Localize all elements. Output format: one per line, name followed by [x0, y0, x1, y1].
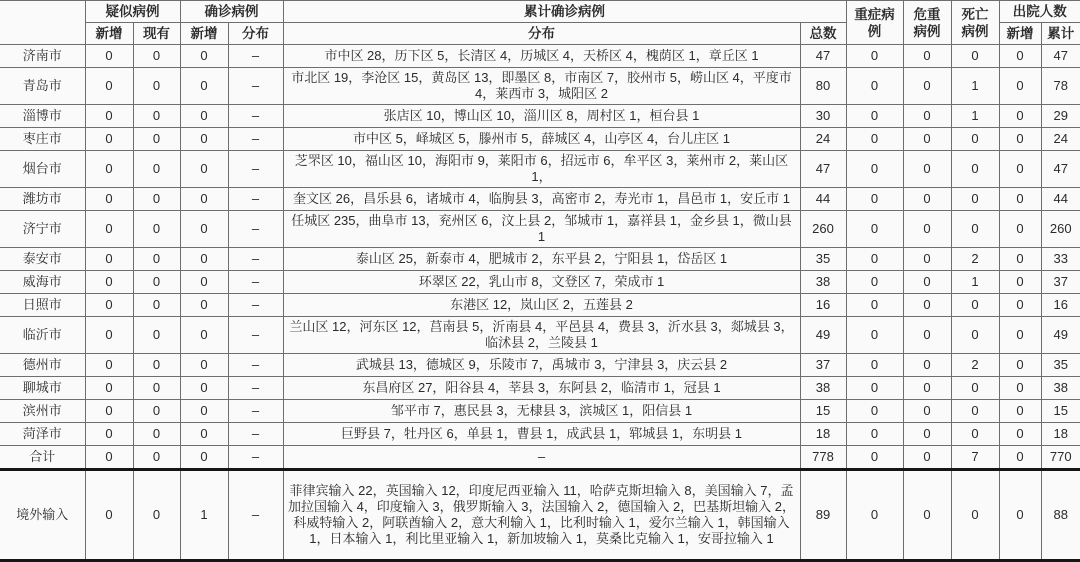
table-row-潍坊市: [0, 188, 1080, 211]
cell-region: 菏泽市: [0, 423, 85, 446]
cell-suspected-new: 0: [85, 400, 133, 423]
cell-cumulative-total: 89: [800, 470, 846, 561]
cell-cumulative-total: 778: [800, 446, 846, 470]
cell-region: 合计: [0, 446, 85, 470]
col-confirmed-dist: 分布: [228, 23, 283, 45]
cell-region: 泰安市: [0, 248, 85, 271]
cell-confirmed-new: 0: [180, 317, 228, 354]
cell-cumulative-dist: 兰山区 12，河东区 12，莒南县 5，沂南县 4，平邑县 4，费县 3，沂水县 3，郯城县 3，临沭县 2，兰陵县 1: [283, 317, 800, 354]
cell-severe-cases: 0: [846, 317, 903, 354]
cell-region: 青岛市: [0, 68, 85, 105]
cell-discharged-total: 770: [1041, 446, 1080, 470]
cell-critical-cases: 0: [903, 470, 951, 561]
cell-severe-cases: 0: [846, 470, 903, 561]
cell-suspected-current: 0: [133, 354, 180, 377]
cell-discharged-new: 0: [999, 377, 1041, 400]
cell-region: 日照市: [0, 294, 85, 317]
col-cumulative-dist: 分布: [283, 23, 800, 45]
table-body: [0, 45, 1080, 561]
col-cumulative-total: 总数: [800, 23, 846, 45]
cell-confirmed-dist: –: [228, 151, 283, 188]
cell-confirmed-dist: –: [228, 294, 283, 317]
cell-confirmed-dist: –: [228, 400, 283, 423]
cell-suspected-current: 0: [133, 271, 180, 294]
cell-severe-cases: 0: [846, 45, 903, 68]
cell-confirmed-dist: –: [228, 317, 283, 354]
cell-confirmed-dist: –: [228, 377, 283, 400]
cell-death-cases: 2: [951, 354, 999, 377]
cell-suspected-new: 0: [85, 105, 133, 128]
col-group-cumulative: 累计确诊病例: [283, 1, 846, 23]
cell-death-cases: 1: [951, 105, 999, 128]
cell-critical-cases: 0: [903, 294, 951, 317]
cell-cumulative-dist: 巨野县 7，牡丹区 6，单县 1，曹县 1，成武县 1，郓城县 1，东明县 1: [283, 423, 800, 446]
table-row-济南市: [0, 45, 1080, 68]
cell-confirmed-new: 0: [180, 151, 228, 188]
cell-discharged-total: 47: [1041, 45, 1080, 68]
col-critical-cases: 危重病例: [903, 1, 951, 45]
cell-confirmed-dist: –: [228, 45, 283, 68]
cell-confirmed-new: 0: [180, 211, 228, 248]
cell-region: 境外输入: [0, 470, 85, 561]
cell-cumulative-dist: 泰山区 25，新泰市 4，肥城市 2，东平县 2，宁阳县 1，岱岳区 1: [283, 248, 800, 271]
cell-confirmed-dist: –: [228, 470, 283, 561]
col-discharged-total: 累计: [1041, 23, 1080, 45]
cell-cumulative-total: 47: [800, 151, 846, 188]
col-discharged-new: 新增: [999, 23, 1041, 45]
cell-confirmed-new: 0: [180, 105, 228, 128]
cell-confirmed-new: 0: [180, 45, 228, 68]
cell-region: 济宁市: [0, 211, 85, 248]
cell-discharged-total: 88: [1041, 470, 1080, 561]
cell-confirmed-new: 0: [180, 294, 228, 317]
cell-death-cases: 0: [951, 211, 999, 248]
cell-confirmed-new: 0: [180, 400, 228, 423]
cell-severe-cases: 0: [846, 294, 903, 317]
cell-discharged-new: 0: [999, 211, 1041, 248]
cell-cumulative-dist: 市中区 28，历下区 5，长清区 4，历城区 4，天桥区 4，槐荫区 1，章丘区 1: [283, 45, 800, 68]
cell-death-cases: 1: [951, 68, 999, 105]
cell-cumulative-total: 35: [800, 248, 846, 271]
cell-confirmed-new: 1: [180, 470, 228, 561]
cell-cumulative-total: 30: [800, 105, 846, 128]
cell-cumulative-total: 18: [800, 423, 846, 446]
col-death-cases: 死亡病例: [951, 1, 999, 45]
cell-suspected-new: 0: [85, 248, 133, 271]
cell-confirmed-new: 0: [180, 68, 228, 105]
cell-region: 烟台市: [0, 151, 85, 188]
table-row-枣庄市: [0, 128, 1080, 151]
cell-discharged-new: 0: [999, 446, 1041, 470]
cell-severe-cases: 0: [846, 188, 903, 211]
table-row-临沂市: [0, 317, 1080, 354]
cell-suspected-current: 0: [133, 317, 180, 354]
cell-cumulative-dist: 菲律宾输入 22，英国输入 12，印度尼西亚输入 11，哈萨克斯坦输入 8，美国输入 7，孟加拉国输入 4，印度输入 3，俄罗斯输入 3，法国输入 2，德国输入 2，巴基斯坦输入 2，科威特输入 2，阿联酋输入 2，意大利输入 1，比利时输入 1，爱尔兰输入 1，韩国输入 1，日本输入 1，利比里亚输入 1，新加坡输入 1，莫桑比克输入 1，安哥拉输入 1: [283, 470, 800, 561]
cell-suspected-current: 0: [133, 211, 180, 248]
cell-region: 淄博市: [0, 105, 85, 128]
cell-suspected-new: 0: [85, 68, 133, 105]
cell-critical-cases: 0: [903, 354, 951, 377]
cell-cumulative-total: 38: [800, 377, 846, 400]
cell-cumulative-dist: 芝罘区 10，福山区 10，海阳市 9，莱阳市 6，招远市 6，牟平区 3，莱州市 2，莱山区 1，: [283, 151, 800, 188]
cell-region: 临沂市: [0, 317, 85, 354]
cell-critical-cases: 0: [903, 423, 951, 446]
cell-cumulative-dist: –: [283, 446, 800, 470]
col-suspected-new: 新增: [85, 23, 133, 45]
cell-critical-cases: 0: [903, 271, 951, 294]
cell-confirmed-new: 0: [180, 128, 228, 151]
cell-cumulative-total: 260: [800, 211, 846, 248]
cell-confirmed-dist: –: [228, 248, 283, 271]
cell-critical-cases: 0: [903, 211, 951, 248]
cell-suspected-new: 0: [85, 377, 133, 400]
cell-discharged-total: 47: [1041, 151, 1080, 188]
cell-critical-cases: 0: [903, 377, 951, 400]
cell-confirmed-dist: –: [228, 354, 283, 377]
cell-discharged-total: 16: [1041, 294, 1080, 317]
cell-discharged-total: 37: [1041, 271, 1080, 294]
cell-discharged-new: 0: [999, 188, 1041, 211]
table-row-合计: [0, 446, 1080, 470]
cell-suspected-new: 0: [85, 45, 133, 68]
col-suspected-current: 现有: [133, 23, 180, 45]
cell-discharged-total: 18: [1041, 423, 1080, 446]
table-row-威海市: [0, 271, 1080, 294]
cell-cumulative-dist: 环翠区 22，乳山市 8，文登区 7，荣成市 1: [283, 271, 800, 294]
cell-confirmed-new: 0: [180, 423, 228, 446]
cell-cumulative-total: 47: [800, 45, 846, 68]
cell-cumulative-dist: 东港区 12，岚山区 2，五莲县 2: [283, 294, 800, 317]
cell-severe-cases: 0: [846, 354, 903, 377]
cell-death-cases: 0: [951, 377, 999, 400]
cell-discharged-total: 260: [1041, 211, 1080, 248]
cell-region: 聊城市: [0, 377, 85, 400]
cell-confirmed-new: 0: [180, 377, 228, 400]
cell-region: 枣庄市: [0, 128, 85, 151]
cell-cumulative-total: 49: [800, 317, 846, 354]
cell-confirmed-new: 0: [180, 354, 228, 377]
cell-discharged-new: 0: [999, 68, 1041, 105]
cell-suspected-current: 0: [133, 45, 180, 68]
cell-cumulative-dist: 市中区 5，峄城区 5，滕州市 5，薛城区 4，山亭区 4，台儿庄区 1: [283, 128, 800, 151]
cell-death-cases: 1: [951, 271, 999, 294]
cell-confirmed-new: 0: [180, 446, 228, 470]
table-row-烟台市: [0, 151, 1080, 188]
cell-critical-cases: 0: [903, 105, 951, 128]
cell-discharged-new: 0: [999, 271, 1041, 294]
table-row-淄博市: [0, 105, 1080, 128]
cell-critical-cases: 0: [903, 151, 951, 188]
table-row-日照市: [0, 294, 1080, 317]
header-row-groups: [0, 1, 1080, 23]
cell-cumulative-total: 44: [800, 188, 846, 211]
cell-severe-cases: 0: [846, 377, 903, 400]
cell-death-cases: 0: [951, 188, 999, 211]
cell-death-cases: 0: [951, 470, 999, 561]
cell-suspected-current: 0: [133, 423, 180, 446]
cell-discharged-new: 0: [999, 248, 1041, 271]
cell-severe-cases: 0: [846, 151, 903, 188]
cell-cumulative-dist: 奎文区 26，昌乐县 6，诸城市 4，临朐县 3，高密市 2，寿光市 1，昌邑市 1，安丘市 1: [283, 188, 800, 211]
cell-critical-cases: 0: [903, 446, 951, 470]
cell-cumulative-total: 15: [800, 400, 846, 423]
cell-suspected-new: 0: [85, 470, 133, 561]
cell-critical-cases: 0: [903, 400, 951, 423]
cell-critical-cases: 0: [903, 68, 951, 105]
cell-discharged-new: 0: [999, 105, 1041, 128]
cell-discharged-new: 0: [999, 400, 1041, 423]
col-group-discharged: 出院人数: [999, 1, 1080, 23]
cell-severe-cases: 0: [846, 68, 903, 105]
cell-suspected-current: 0: [133, 188, 180, 211]
cell-severe-cases: 0: [846, 446, 903, 470]
cell-confirmed-dist: –: [228, 423, 283, 446]
cell-suspected-current: 0: [133, 128, 180, 151]
cell-death-cases: 0: [951, 151, 999, 188]
cell-suspected-new: 0: [85, 354, 133, 377]
cell-cumulative-total: 37: [800, 354, 846, 377]
cell-critical-cases: 0: [903, 248, 951, 271]
cell-confirmed-new: 0: [180, 271, 228, 294]
cell-death-cases: 7: [951, 446, 999, 470]
table-row-济宁市: [0, 211, 1080, 248]
cell-discharged-total: 24: [1041, 128, 1080, 151]
cell-confirmed-new: 0: [180, 188, 228, 211]
cell-suspected-current: 0: [133, 400, 180, 423]
cell-suspected-current: 0: [133, 294, 180, 317]
table-row-聊城市: [0, 377, 1080, 400]
cell-death-cases: 0: [951, 294, 999, 317]
cell-critical-cases: 0: [903, 188, 951, 211]
col-confirmed-new: 新增: [180, 23, 228, 45]
cell-critical-cases: 0: [903, 45, 951, 68]
cell-confirmed-dist: –: [228, 105, 283, 128]
cell-discharged-total: 44: [1041, 188, 1080, 211]
cell-region: 威海市: [0, 271, 85, 294]
cell-cumulative-dist: 张店区 10，博山区 10，淄川区 8，周村区 1，桓台县 1: [283, 105, 800, 128]
col-group-suspected: 疑似病例: [85, 1, 180, 23]
cell-critical-cases: 0: [903, 317, 951, 354]
cell-discharged-total: 78: [1041, 68, 1080, 105]
cell-discharged-total: 15: [1041, 400, 1080, 423]
cell-region: 德州市: [0, 354, 85, 377]
cell-cumulative-dist: 东昌府区 27，阳谷县 4，莘县 3，东阿县 2，临清市 1，冠县 1: [283, 377, 800, 400]
col-group-confirmed: 确诊病例: [180, 1, 283, 23]
cell-severe-cases: 0: [846, 400, 903, 423]
cell-suspected-current: 0: [133, 377, 180, 400]
cell-suspected-new: 0: [85, 128, 133, 151]
cell-region: 潍坊市: [0, 188, 85, 211]
cell-suspected-new: 0: [85, 211, 133, 248]
cell-death-cases: 0: [951, 423, 999, 446]
cell-region: 济南市: [0, 45, 85, 68]
cell-discharged-total: 33: [1041, 248, 1080, 271]
table-row-境外输入: [0, 470, 1080, 561]
cell-cumulative-total: 16: [800, 294, 846, 317]
cell-discharged-total: 35: [1041, 354, 1080, 377]
cell-suspected-new: 0: [85, 151, 133, 188]
cell-confirmed-dist: –: [228, 211, 283, 248]
cell-cumulative-dist: 邹平市 7，惠民县 3，无棣县 3，滨城区 1，阳信县 1: [283, 400, 800, 423]
cell-discharged-new: 0: [999, 294, 1041, 317]
cell-suspected-new: 0: [85, 317, 133, 354]
cell-discharged-new: 0: [999, 151, 1041, 188]
cell-discharged-new: 0: [999, 470, 1041, 561]
cell-severe-cases: 0: [846, 105, 903, 128]
cell-confirmed-dist: –: [228, 68, 283, 105]
cell-severe-cases: 0: [846, 211, 903, 248]
cell-discharged-new: 0: [999, 354, 1041, 377]
table-row-滨州市: [0, 400, 1080, 423]
cell-suspected-current: 0: [133, 470, 180, 561]
corner-cell: [0, 1, 85, 45]
cell-death-cases: 2: [951, 248, 999, 271]
cell-cumulative-total: 38: [800, 271, 846, 294]
cell-cumulative-total: 80: [800, 68, 846, 105]
cell-critical-cases: 0: [903, 128, 951, 151]
cell-discharged-new: 0: [999, 423, 1041, 446]
cell-death-cases: 0: [951, 128, 999, 151]
cell-death-cases: 0: [951, 317, 999, 354]
cell-severe-cases: 0: [846, 248, 903, 271]
cell-suspected-new: 0: [85, 446, 133, 470]
cell-suspected-current: 0: [133, 446, 180, 470]
cell-discharged-total: 29: [1041, 105, 1080, 128]
table-header: [0, 1, 1080, 45]
cell-suspected-new: 0: [85, 271, 133, 294]
cell-suspected-new: 0: [85, 423, 133, 446]
cell-confirmed-dist: –: [228, 188, 283, 211]
cell-suspected-current: 0: [133, 248, 180, 271]
cell-confirmed-dist: –: [228, 446, 283, 470]
cell-cumulative-dist: 任城区 235，曲阜市 13，兖州区 6，汶上县 2，邹城市 1，嘉祥县 1，金乡县 1，微山县 1: [283, 211, 800, 248]
cell-death-cases: 0: [951, 45, 999, 68]
cell-death-cases: 0: [951, 400, 999, 423]
cell-discharged-new: 0: [999, 45, 1041, 68]
cell-region: 滨州市: [0, 400, 85, 423]
cell-discharged-new: 0: [999, 128, 1041, 151]
col-severe-cases: 重症病例: [846, 1, 903, 45]
cell-severe-cases: 0: [846, 271, 903, 294]
table-row-青岛市: [0, 68, 1080, 105]
cell-suspected-current: 0: [133, 68, 180, 105]
cell-cumulative-total: 24: [800, 128, 846, 151]
cell-cumulative-dist: 市北区 19，李沧区 15，黄岛区 13，即墨区 8，市南区 7，胶州市 5，崂山区 4，平度市 4，莱西市 3，城阳区 2: [283, 68, 800, 105]
cell-discharged-total: 49: [1041, 317, 1080, 354]
cell-severe-cases: 0: [846, 128, 903, 151]
table-row-菏泽市: [0, 423, 1080, 446]
table-row-泰安市: [0, 248, 1080, 271]
cell-discharged-total: 38: [1041, 377, 1080, 400]
cell-suspected-current: 0: [133, 151, 180, 188]
cell-severe-cases: 0: [846, 423, 903, 446]
cell-confirmed-new: 0: [180, 248, 228, 271]
table-row-德州市: [0, 354, 1080, 377]
cell-confirmed-dist: –: [228, 271, 283, 294]
cell-confirmed-dist: –: [228, 128, 283, 151]
cell-suspected-current: 0: [133, 105, 180, 128]
cell-discharged-new: 0: [999, 317, 1041, 354]
cell-suspected-new: 0: [85, 188, 133, 211]
cell-cumulative-dist: 武城县 13，德城区 9，乐陵市 7，禹城市 3，宁津县 3，庆云县 2: [283, 354, 800, 377]
cell-suspected-new: 0: [85, 294, 133, 317]
